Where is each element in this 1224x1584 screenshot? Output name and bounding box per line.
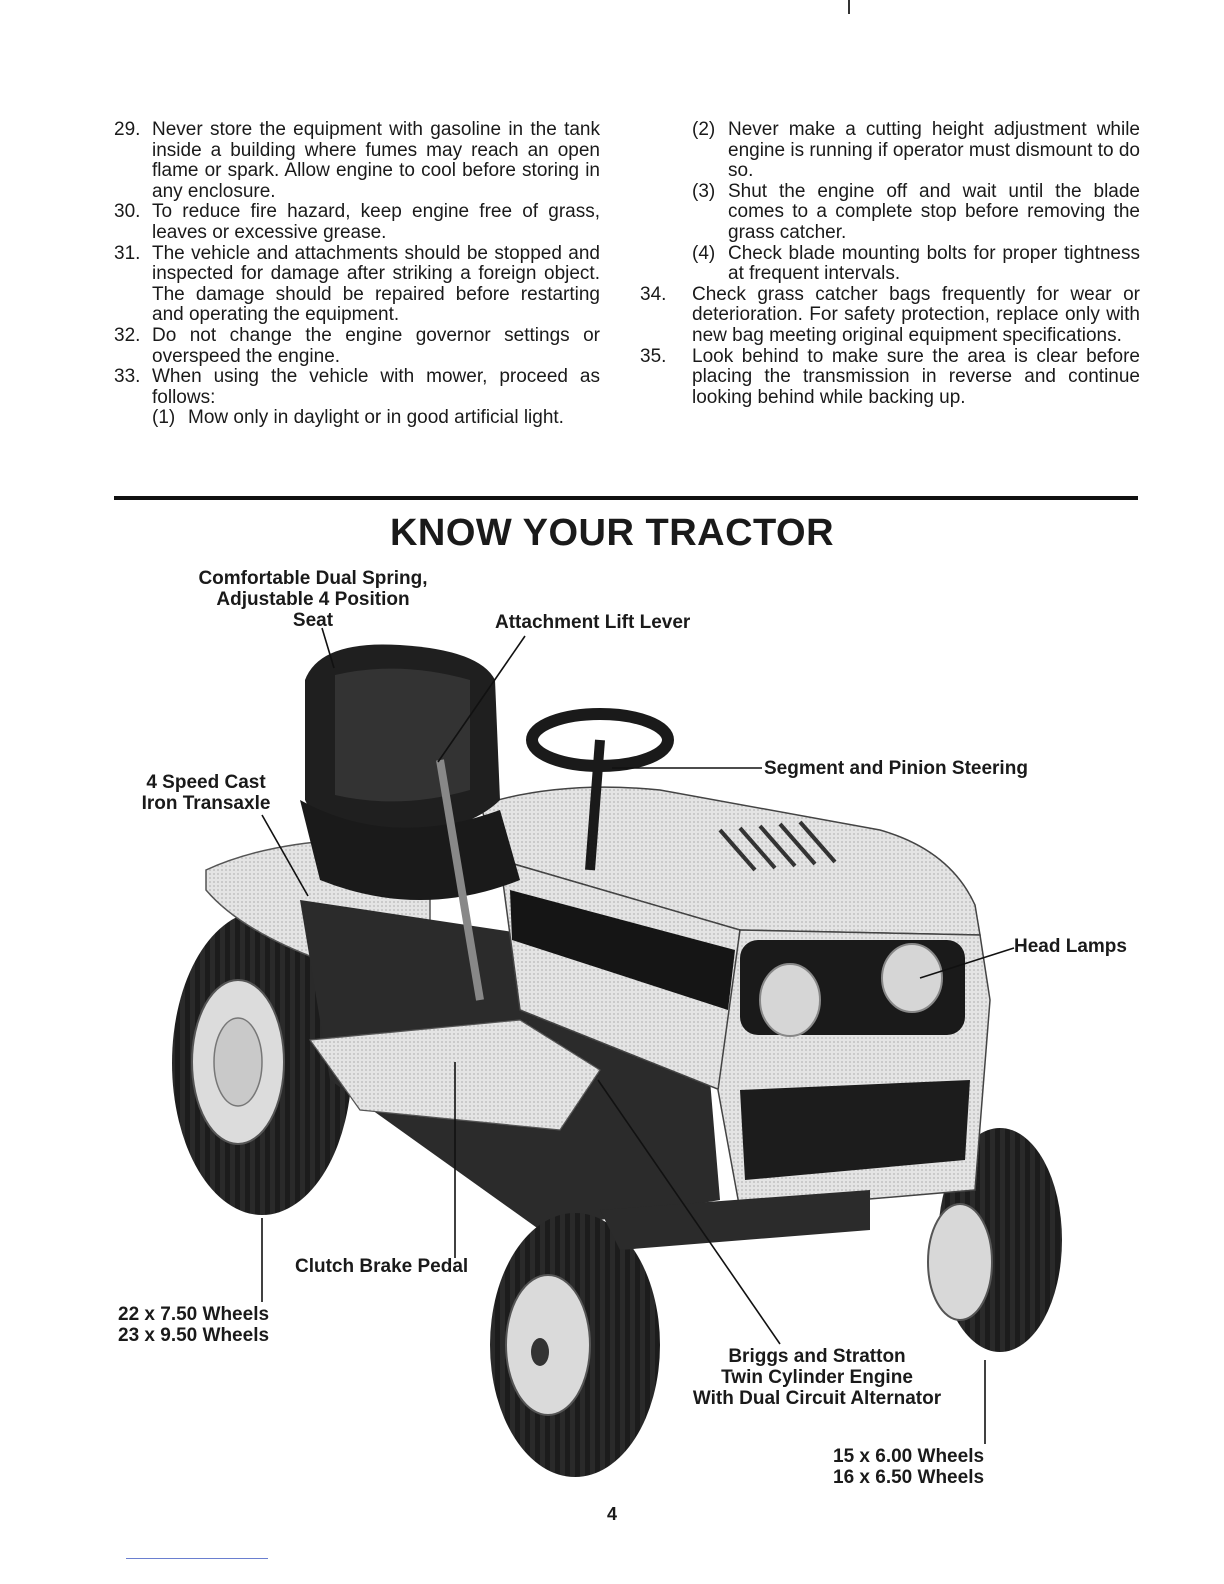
list-item: 29. Never store the equipment with gasoline in the tank inside a building where fumes may reach an open flame or spark. Allow engine to cool before storing in any enclosure. bbox=[114, 119, 600, 202]
callout-rear-wheels: 22 x 7.50 Wheels 23 x 9.50 Wheels bbox=[118, 1304, 270, 1346]
sub-list-item: (4) Check blade mounting bolts for proper tightness at frequent intervals. bbox=[692, 242, 1140, 285]
page-number: 4 bbox=[606, 1504, 617, 1524]
callout-front-wheels: 15 x 6.00 Wheels 16 x 6.50 Wheels bbox=[833, 1446, 985, 1488]
list-item: 34. Check grass catcher bags frequently for wear or deterioration. For safety protection, replace only with new bag meeting original equipment specifications. bbox=[640, 283, 1140, 346]
list-item: 35. Look behind to make sure the area is clear before placing the transmission in reverse and continue looking behind while backing up. bbox=[640, 345, 1140, 408]
sub-list-item: (1) Mow only in daylight or in good artificial light. bbox=[152, 407, 564, 429]
callout-engine: Briggs and Stratton Twin Cylinder Engine With Dual Circuit Alternator bbox=[692, 1346, 942, 1409]
head-lamp-left bbox=[760, 964, 820, 1036]
list-item: 31. The vehicle and attachments should be stopped and inspected for damage after striking a foreign object. The damage should be repaired before restarting and operating the equipment. bbox=[114, 242, 600, 326]
footer-rule bbox=[126, 1558, 268, 1559]
callout-steering: Segment and Pinion Steering bbox=[764, 758, 1028, 779]
front-left-wheel bbox=[490, 1213, 660, 1477]
list-item: 33. When using the vehicle with mower, proceed as follows: bbox=[114, 366, 600, 408]
callout-transaxle: 4 Speed Cast Iron Transaxle bbox=[141, 772, 271, 814]
sub-list-item: (2) Never make a cutting height adjustment while engine is running if operator must dismount to do so. bbox=[692, 119, 1140, 182]
list-item: 32. Do not change the engine governor settings or overspeed the engine. bbox=[114, 324, 600, 367]
callout-head-lamps: Head Lamps bbox=[1014, 936, 1127, 957]
sub-list-item: (3) Shut the engine off and wait until the blade comes to a complete stop before removing the grass catcher. bbox=[692, 180, 1140, 243]
section-title: KNOW YOUR TRACTOR bbox=[389, 512, 835, 554]
seat-back-panel bbox=[335, 669, 470, 802]
callout-attachment-lift-lever: Attachment Lift Lever bbox=[495, 612, 691, 633]
callout-seat: Comfortable Dual Spring, Adjustable 4 Position Seat bbox=[198, 568, 428, 631]
callout-clutch-brake-pedal: Clutch Brake Pedal bbox=[295, 1256, 469, 1277]
head-lamp-right bbox=[882, 944, 942, 1012]
list-item: 30. To reduce fire hazard, keep engine free of grass, leaves or excessive grease. bbox=[114, 201, 600, 243]
